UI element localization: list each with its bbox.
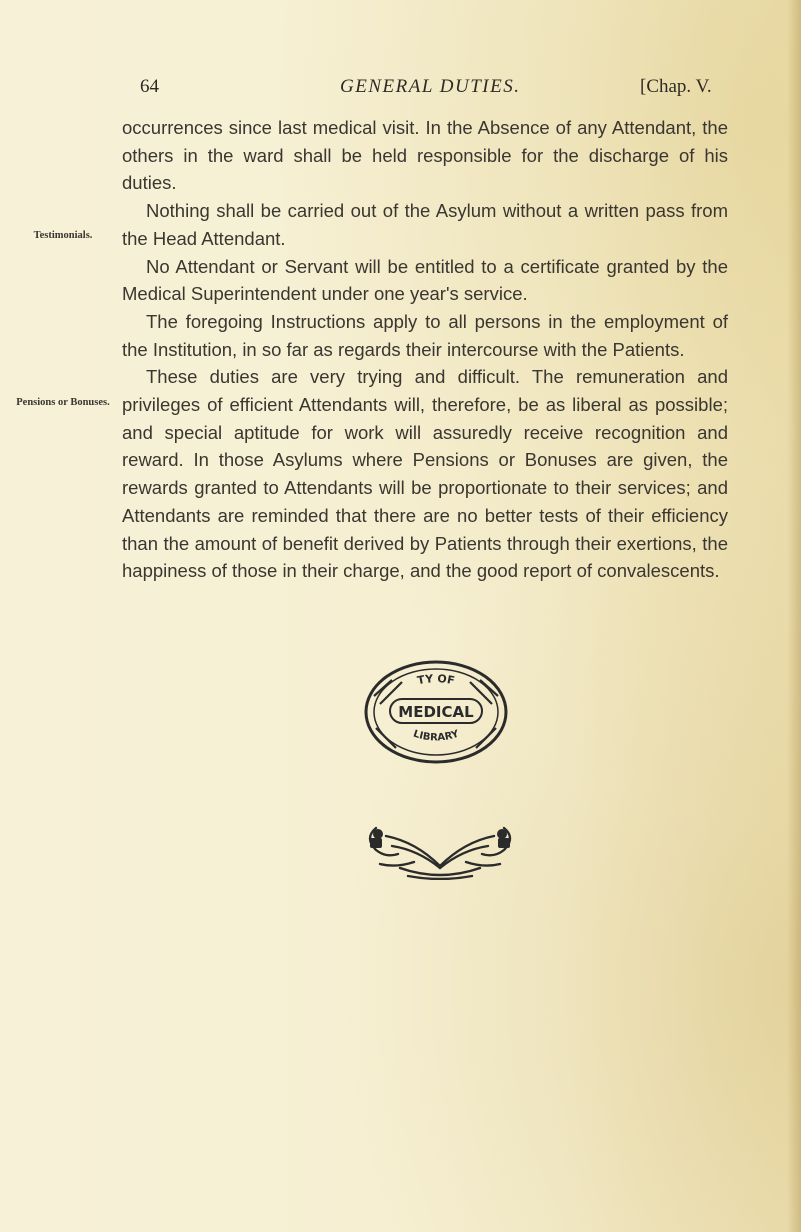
library-stamp bbox=[362, 658, 510, 766]
running-header bbox=[140, 76, 740, 104]
paragraph-pass: Nothing shall be carried out of the Asylum without a written pass from the Head Attendant. bbox=[122, 200, 728, 249]
paragraph-instructions: The foregoing Instructions apply to all persons in the employment of the Institution, in so far as regards their intercourse with the Patients. bbox=[122, 310, 728, 360]
page-number: 64 bbox=[140, 76, 159, 97]
chapter-reference: [Chap. V. bbox=[640, 76, 712, 97]
paragraph-pensions: These duties are very trying and difficult. The remuneration and privileges of efficient Attendants will, therefore, be as liberal as possible; and special aptitude for work will assuredly receive recognition and reward. In those Asylums where Pensions or Bonuses are given, the rewards granted to Attendants will be proportionate to their services; and Attendants are reminded that there are no better tests of their efficiency than the amount of benefit derived by Patients through their exertions, the happiness of those in their charge, and the good report of convalescents. bbox=[122, 366, 728, 582]
sidenote-pensions: Pensions or Bonuses. bbox=[16, 397, 110, 408]
stamp-top-text: TY OF bbox=[416, 672, 456, 688]
stamp-center-text: MEDICAL bbox=[398, 703, 474, 721]
body-text bbox=[122, 114, 728, 585]
svg-text:LIBRARY bbox=[412, 728, 461, 743]
sidenote-testimonials: Testimonials. bbox=[33, 230, 93, 241]
printers-ornament bbox=[356, 816, 524, 880]
stamp-bottom-text: LIBRARY bbox=[411, 728, 461, 744]
page-edge-shadow bbox=[787, 0, 801, 1232]
running-title: GENERAL DUTIES. bbox=[340, 76, 521, 97]
svg-text:TY OF bbox=[416, 672, 456, 687]
paragraph-continuation: occurrences since last medical visit. In the Absence of any Attendant, the others in the ward shall be held responsible for the discharge of his duties. bbox=[122, 117, 728, 194]
paragraph-testimonials: No Attendant or Servant will be entitled to a certificate granted by the Medical Superintendent under one year's service. bbox=[122, 255, 728, 305]
